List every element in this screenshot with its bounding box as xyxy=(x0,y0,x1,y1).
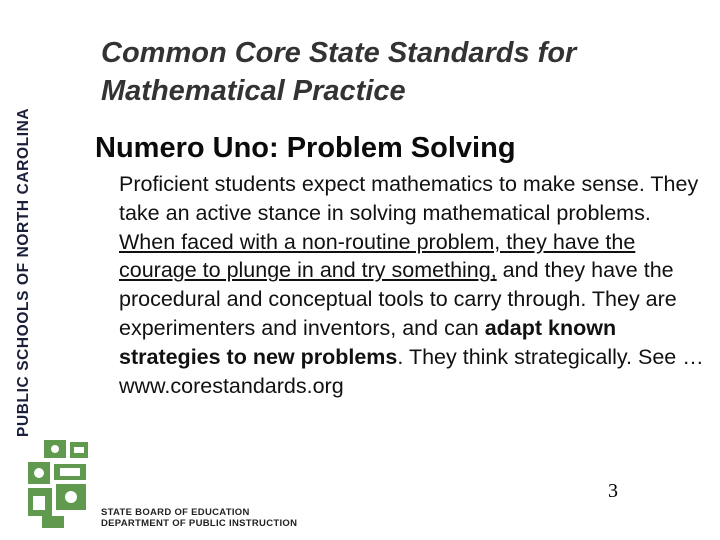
organization-name: PUBLIC SCHOOLS OF NORTH CAROLINA xyxy=(15,107,32,437)
underlined-phrase: When faced with a non-routine problem, they have the courage to plunge in and try something, xyxy=(119,229,636,283)
footer-line-1: STATE BOARD OF EDUCATION xyxy=(101,507,250,518)
slide-subtitle: Numero Uno: Problem Solving xyxy=(95,132,516,164)
footer-line-2: DEPARTMENT OF PUBLIC INSTRUCTION xyxy=(101,518,298,529)
slide-title xyxy=(101,34,701,110)
bold-phrase: adapt known strategies to new problems xyxy=(119,315,617,369)
slide-title-line-1: Common Core State Standards for xyxy=(101,37,577,69)
body-text-segment: and they have the procedural and conceptual tools to carry through. They are experimenters and inventors, and can xyxy=(119,258,677,340)
body-text-segment: Proficient students expect mathematics to make sense. They take an active stance in solving mathematical problems. xyxy=(119,172,699,225)
page-number: 3 xyxy=(608,480,618,502)
body-text-segment: . They think strategically. See … www.corestandards.org xyxy=(119,344,704,398)
footer-org xyxy=(101,507,297,529)
slide-title-line-2: Mathematical Practice xyxy=(101,75,406,107)
body-paragraph xyxy=(119,170,709,400)
